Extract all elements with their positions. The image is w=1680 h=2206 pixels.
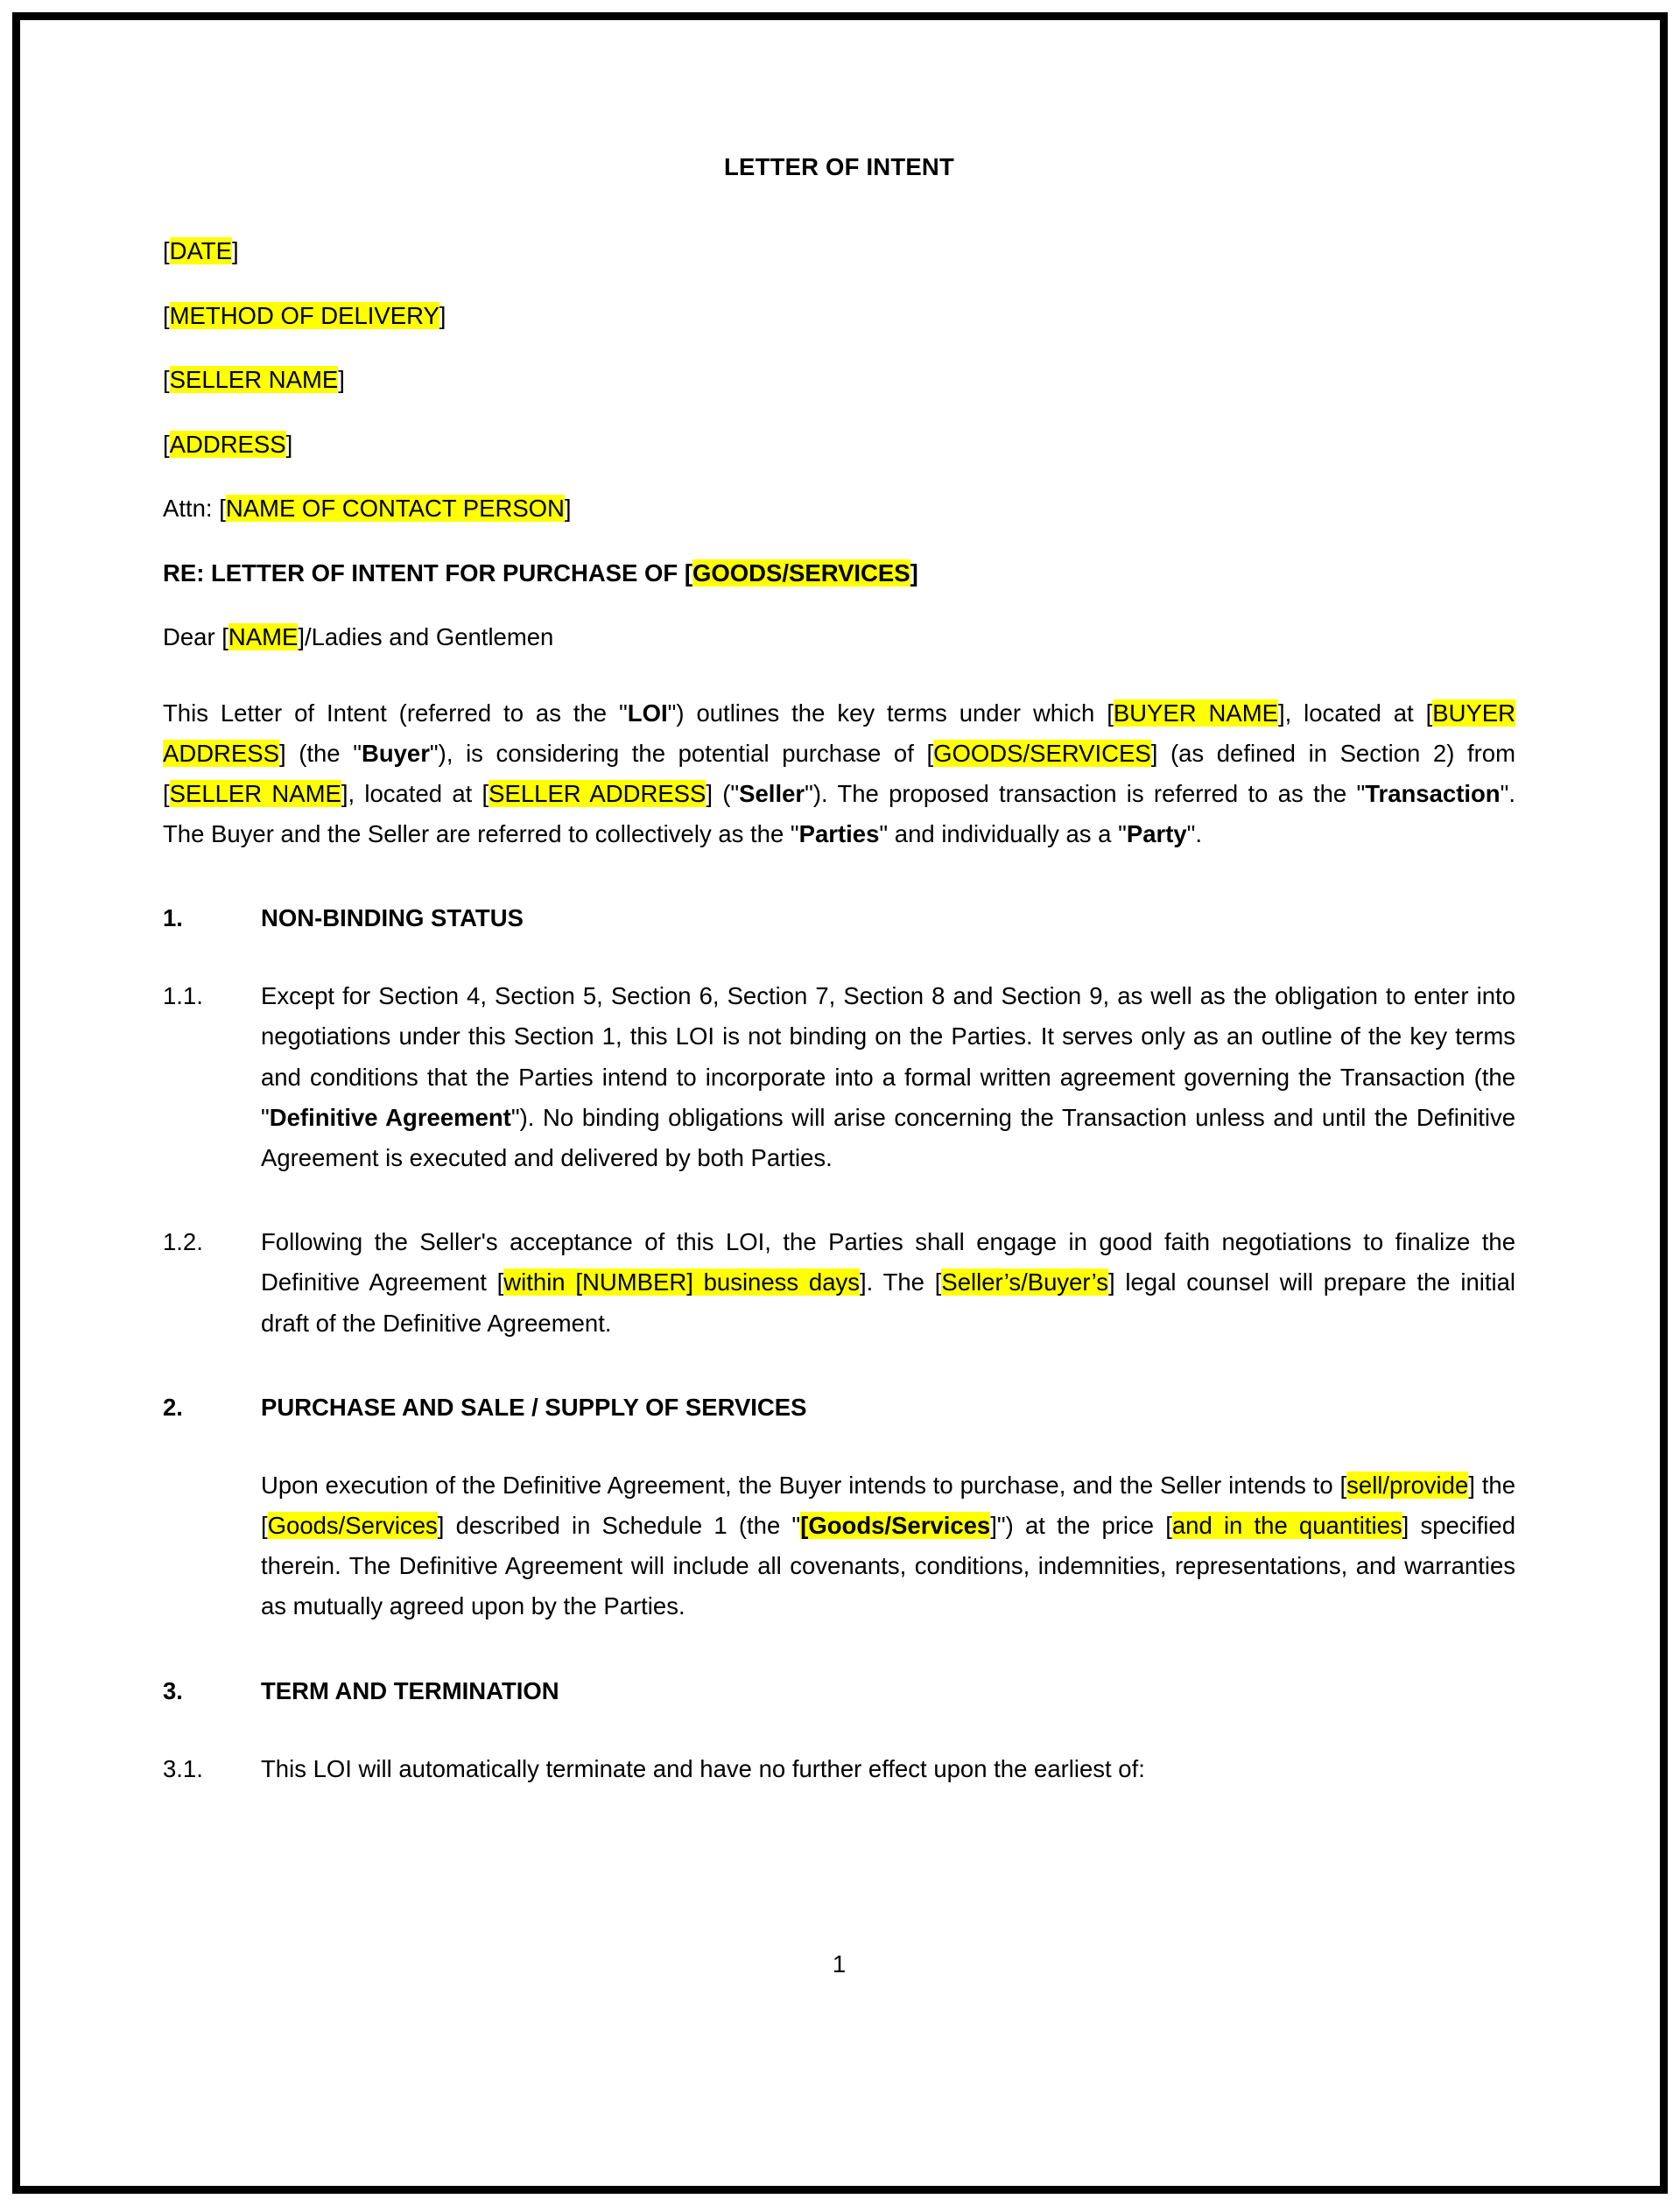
salutation-line: Dear [NAME]/Ladies and Gentlemen: [163, 623, 554, 650]
seller-name-line: [SELLER NAME]: [163, 366, 345, 393]
salutation-prefix: Dear: [163, 623, 222, 650]
method-of-delivery-placeholder: METHOD OF DELIVERY: [169, 301, 439, 329]
date-line: [DATE]: [163, 237, 239, 264]
definitive-agreement-defined-term: Definitive Agreement: [269, 1103, 511, 1131]
goods-services-placeholder-2: Goods/Services: [267, 1511, 438, 1539]
clause-1-2-text: [261, 1222, 1515, 1344]
clause-1-2-number: 1.2.: [163, 1228, 203, 1256]
clause-1-1-part-1: Except for Section 4, Section 5, Section 6, Section 7, Section 8 and Section 9, as well as the obligation to enter into negotiations under this Section 1, this LOI is not binding on the Parties. It serves only as an outline of the key terms and conditions that the Parties intend to incorporate into a formal written agreement governing the Transaction (the ": [261, 982, 1515, 1131]
clause-1-1: [163, 976, 1515, 1178]
section-2-body: [261, 1465, 1515, 1627]
method-of-delivery-line: [METHOD OF DELIVERY]: [163, 301, 446, 329]
section-2-part-4: ]") at the price [: [990, 1511, 1172, 1539]
page-number: 1: [832, 1950, 847, 1978]
section-2-number: 2.: [163, 1393, 183, 1421]
goods-services-defined-term: [Goods/Services: [800, 1511, 991, 1539]
seller-name-inline-placeholder: SELLER NAME: [169, 779, 341, 807]
salutation-suffix: /Ladies and Gentlemen: [304, 623, 554, 650]
clause-3-1-number: 3.1.: [163, 1754, 203, 1782]
section-1-number: 1.: [163, 904, 183, 932]
intro-text-1: This Letter of Intent (referred to as the ": [163, 699, 628, 727]
intro-text-3: , located at: [1284, 699, 1426, 727]
business-days-placeholder: within [NUMBER] business days: [503, 1268, 861, 1296]
attn-label: Attn:: [163, 495, 220, 522]
salutation-name-placeholder: NAME: [228, 623, 299, 650]
loi-defined-term: LOI: [627, 699, 668, 727]
goods-services-placeholder: GOODS/SERVICES: [933, 739, 1151, 767]
section-2-title: PURCHASE AND SALE / SUPPLY OF SERVICES: [261, 1393, 807, 1421]
page-title: LETTER OF INTENT: [724, 153, 954, 180]
re-prefix: RE: LETTER OF INTENT FOR PURCHASE OF: [163, 559, 685, 587]
clause-3-1-text: This LOI will automatically terminate and have no further effect upon the earliest of:: [261, 1754, 1145, 1782]
intro-text-8: (": [712, 779, 740, 807]
section-3-number: 3.: [163, 1676, 183, 1704]
intro-text-12: ".: [1186, 820, 1203, 848]
clause-1-1-number: 1.1.: [163, 982, 203, 1010]
section-heading-2: [163, 1393, 1515, 1422]
seller-defined-term: Seller: [739, 779, 805, 807]
section-2-part-3: ] described in Schedule 1 (the ": [437, 1511, 801, 1539]
re-goods-services-placeholder: GOODS/SERVICES: [692, 559, 910, 587]
section-2-part-1: Upon execution of the Definitive Agreement, the Buyer intends to purchase, and the Seller intends to [: [261, 1471, 1347, 1499]
clause-3-1: [163, 1749, 1515, 1789]
section-heading-1: [163, 903, 1515, 932]
document-content: [163, 153, 1516, 1978]
intro-text-2: ") outlines the key terms under which: [667, 699, 1107, 727]
seller-buyer-counsel-placeholder: Seller’s/Buyer’s: [941, 1268, 1108, 1296]
intro-text-6: (as defined in Section 2) from: [1157, 739, 1515, 767]
section-3-title: TERM AND TERMINATION: [261, 1676, 559, 1704]
clause-1-2: [163, 1222, 1515, 1344]
re-line: RE: LETTER OF INTENT FOR PURCHASE OF [GOODS/SERVICES]: [163, 559, 918, 587]
date-placeholder: DATE: [169, 237, 232, 264]
clause-1-2-part-1: Following the Seller's acceptance of this LOI, the Parties shall engage in good faith negotiations to finalize the Definitive Agreement [: [261, 1228, 1515, 1296]
attn-line: Attn: [NAME OF CONTACT PERSON]: [163, 495, 572, 522]
address-line: [ADDRESS]: [163, 430, 293, 458]
intro-text-10: ". The Buyer and the Seller are referred to collectively as the ": [163, 779, 1515, 848]
transaction-defined-term: Transaction: [1365, 779, 1501, 807]
attn-placeholder: NAME OF CONTACT PERSON: [225, 495, 565, 522]
clause-1-2-part-2: ]. The [: [860, 1268, 942, 1296]
section-1-title: NON-BINDING STATUS: [261, 904, 524, 932]
seller-address-placeholder: SELLER ADDRESS: [489, 779, 706, 807]
address-placeholder: ADDRESS: [169, 430, 286, 458]
seller-name-placeholder: SELLER NAME: [169, 366, 339, 393]
section-heading-3: [163, 1676, 1515, 1705]
section-2-part-2: ] the [: [261, 1471, 1515, 1539]
section-2-part-5: ] specified therein. The Definitive Agreement will include all covenants, conditions, indemnities, representations, and warranties as mutually agreed upon by the Parties.: [261, 1511, 1515, 1620]
buyer-address-placeholder: BUYER ADDRESS: [163, 699, 1515, 767]
clause-1-2-part-3: ] legal counsel will prepare the initial draft of the Definitive Agreement.: [261, 1268, 1516, 1337]
parties-defined-term: Parties: [798, 820, 880, 848]
intro-text-9: "). The proposed transaction is referred to as the ": [805, 779, 1366, 807]
intro-text-5: "), is considering the potential purchase of: [429, 739, 927, 767]
buyer-name-placeholder: BUYER NAME: [1113, 699, 1278, 727]
clause-1-1-part-2: "). No binding obligations will arise concerning the Transaction unless and until the Definitive Agreement is executed and delivered by both Parties.: [261, 1103, 1515, 1171]
party-defined-term: Party: [1126, 820, 1187, 848]
intro-paragraph: This Letter of Intent (referred to as the "LOI") outlines the key terms under which [BUYER NAME], located at [BUYER ADDRESS] (the "Buyer"), is considering the potential purchase of [GOODS/SERVICES] (as defined in Section 2) from [SELLER NAME], located at [SELLER ADDRESS] ("Seller"). The proposed transaction is referred to as the "Transaction". The Buyer and the Seller are referred to collectively as the "Parties" and individually as a "Party".: [163, 699, 1515, 848]
sell-provide-placeholder: sell/provide: [1346, 1471, 1469, 1499]
intro-text-7: , located at: [348, 779, 482, 807]
buyer-defined-term: Buyer: [361, 739, 430, 767]
quantities-placeholder: and in the quantities: [1171, 1511, 1402, 1539]
clause-1-1-text: [261, 976, 1515, 1178]
intro-text-4: (the ": [285, 739, 362, 767]
intro-text-11: " and individually as a ": [879, 820, 1127, 848]
